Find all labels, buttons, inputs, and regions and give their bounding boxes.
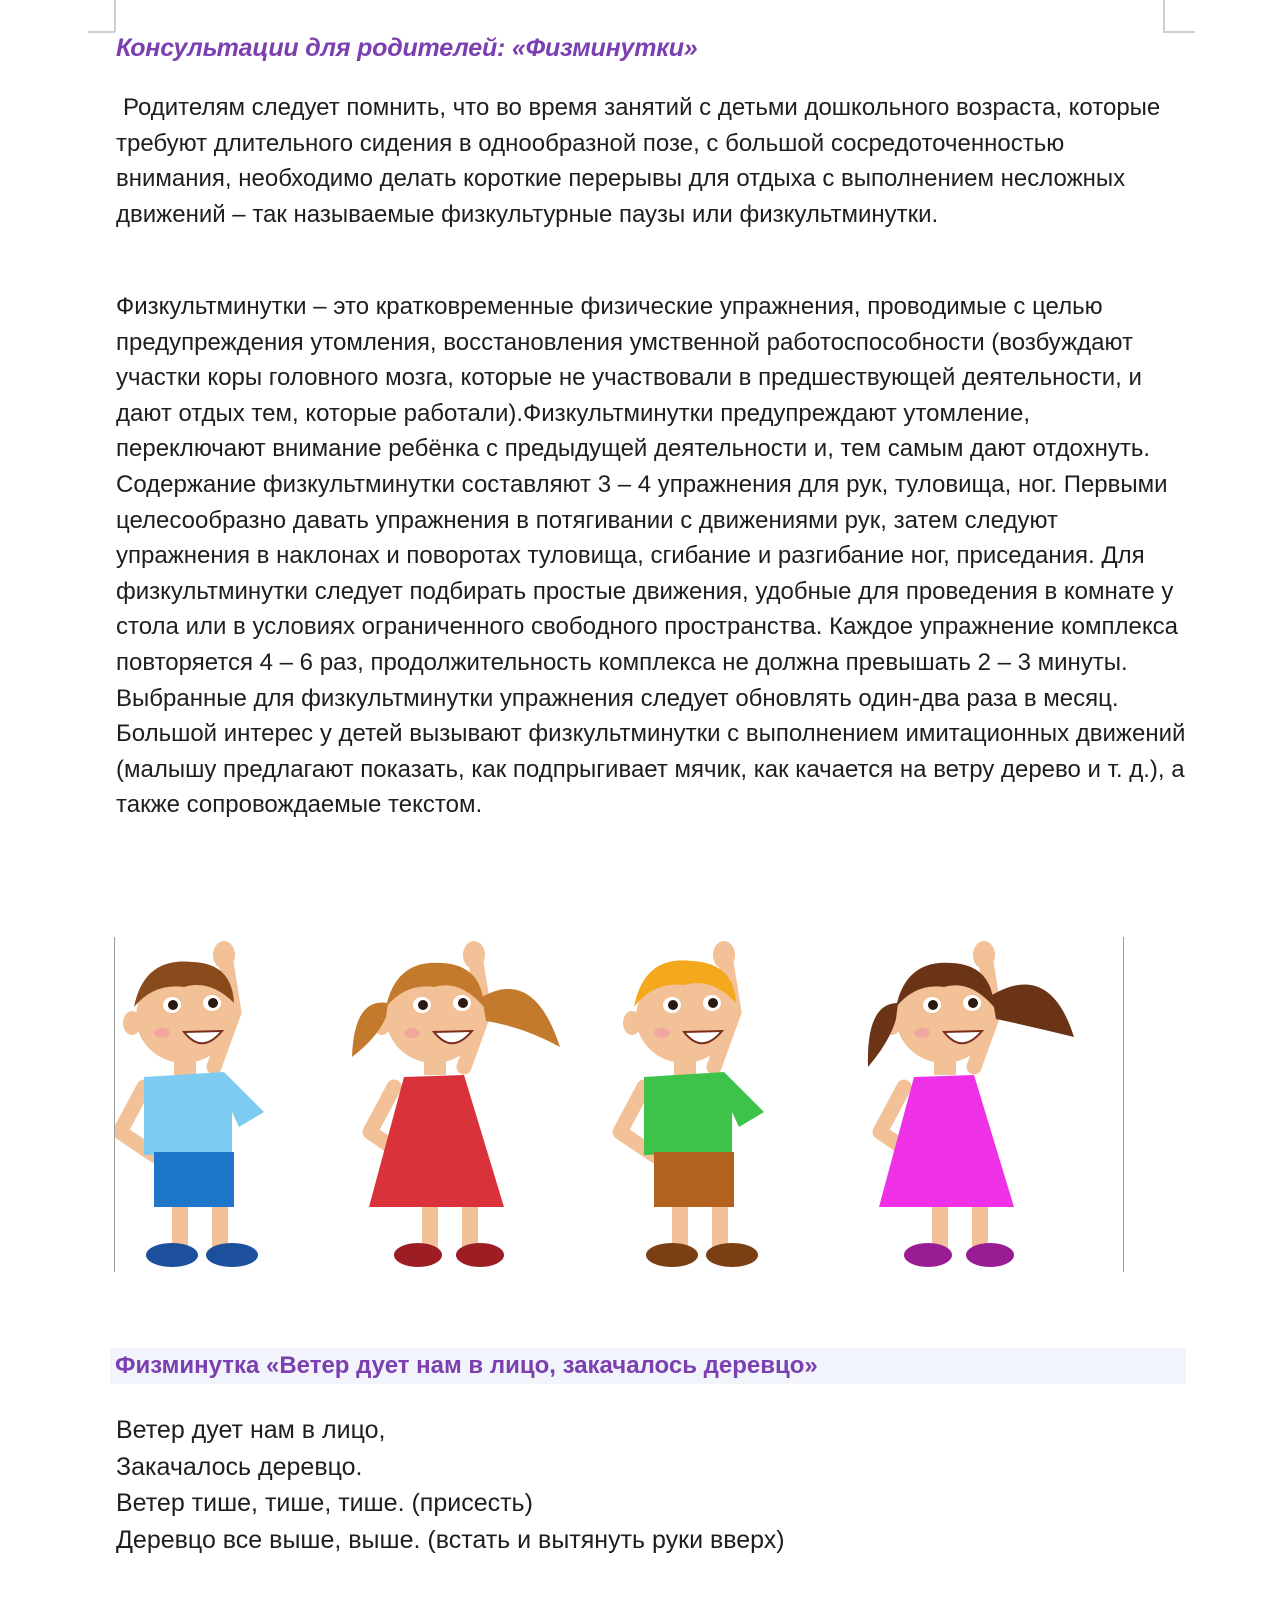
crop-mark-top-left-horizontal (88, 31, 115, 33)
intro-paragraph-text: Родителям следует помнить, что во время занятий с детьми дошкольного возраста, которые требуют длительного сидения в однообразной позе, с большой сосредоточенностью внимания, необходимо делать короткие перерывы для отдыха с выполнением несложных движений – так называемые физкультурные паузы или физкультминутки. (116, 94, 1161, 228)
illustration-right-border (1123, 937, 1124, 1272)
kid-girl-red (352, 941, 560, 1267)
kid-boy-blue (120, 941, 264, 1267)
illustration-left-border (114, 937, 115, 1272)
kid-girl-magenta (868, 941, 1074, 1267)
poem-line: Закачалось деревцо. (116, 1452, 363, 1481)
poem-line: Ветер тише, тише, тише. (присесть) (116, 1489, 533, 1517)
crop-mark-top-right-vertical (1163, 0, 1165, 32)
kid-boy-green (620, 941, 764, 1267)
poem-line: Ветер дует нам в лицо, (116, 1416, 386, 1444)
poem (116, 1412, 785, 1558)
poem-line: Деревцо все выше, выше. (встать и вытянуть руки вверх) (116, 1525, 785, 1554)
exercise-title: Физминутка «Ветер дует нам в лицо, закачалось деревцо» (110, 1348, 1186, 1384)
children-exercising-illustration (114, 937, 1124, 1272)
page-title: Консультации для родителей: «Физминутки» (116, 34, 698, 62)
crop-mark-top-right-horizontal (1163, 31, 1195, 33)
crop-mark-top-left-vertical (114, 0, 116, 32)
definition-paragraph: Физкультминутки – это кратковременные физические упражнения, проводимые с целью предупреждения утомления, восстановления умственной работоспособности (возбуждают участки коры головного мозга, которые не участвовали в предшествующей деятельности, и дают отдых тем, которые работали).Физкультминутки предупреждают утомление, переключают внимание ребёнка с предыдущей деятельности и, тем самым дают отдохнуть. Содержание физкультминутки составляют 3 – 4 упражнения для рук, туловища, ног. Первыми целесообразно давать упражнения в потягивании с движениями рук, затем следуют упражнения в наклонах и поворотах туловища, сгибание и разгибание ног, приседания. Для физкультминутки следует подбирать простые движения, удобные для проведения в комнате у стола или в условиях ограниченного свободного пространства. Каждое упражнение комплекса повторяется 4 – 6 раз, продолжительность комплекса не должна превышать 2 – 3 минуты. Выбранные для физкультминутки упражнения следует обновлять один-два раза в месяц. Большой интерес у детей вызывают физкультминутки с выполнением имитационных движений (малышу предлагают показать, как подпрыгивает мячик, как качается на ветру дерево и т. д.), а также сопровождаемые текстом. (116, 293, 1186, 819)
children-illustration-svg (114, 937, 1124, 1272)
intro-paragraph (116, 90, 1186, 232)
